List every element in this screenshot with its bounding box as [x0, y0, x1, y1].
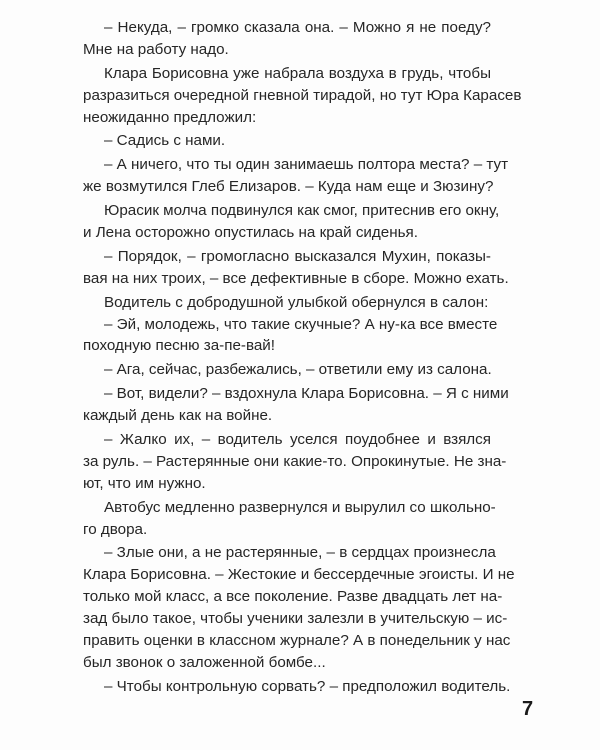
text-line: – Злые они, а не растерянные, – в сердцах произнесла: [104, 544, 496, 562]
text-line: – Вот, видели? – вздохнула Клара Борисовна. – Я с ними: [104, 385, 509, 403]
text-line: ют, что им нужно.: [83, 474, 206, 492]
text-line: править оценки в классном журнале? А в понедельник у нас: [83, 632, 511, 650]
text-line: – Чтобы контрольную сорвать? – предположил водитель.: [104, 677, 511, 695]
text-line: был звонок о заложенной бомбе...: [83, 653, 326, 671]
text-line: Клара Борисовна уже набрала воздуха в грудь, чтобы: [104, 64, 491, 82]
text-line: за руль. – Растерянные они какие-то. Опрокинутые. Не зна-: [83, 452, 507, 470]
text-line: неожиданно предложил:: [83, 108, 257, 126]
text-line: – Садись с нами.: [104, 132, 226, 150]
text-line: же возмутился Глеб Елизаров. – Куда нам еще и Зюзину?: [83, 178, 494, 196]
text-line: и Лена осторожно опустилась на край сиденья.: [83, 224, 418, 242]
text-line: разразиться очередной гневной тирадой, но тут Юра Карасев: [83, 86, 522, 104]
text-line: – Жалко их, – водитель уселся поудобнее и взялся: [104, 431, 491, 449]
text-line: Клара Борисовна. – Жестокие и бессердечные эгоисты. И не: [83, 566, 515, 584]
text-line: вая на них троих, – все дефективные в сборе. Можно ехать.: [83, 269, 509, 287]
text-line: – Ага, сейчас, разбежались, – ответили ему из салона.: [104, 361, 492, 379]
body-text: [83, 17, 522, 698]
text-line: только мой класс, а все поколение. Разве двадцать лет на-: [83, 588, 503, 606]
page-number: 7: [522, 698, 534, 720]
text-line: Мне на работу надо.: [83, 40, 229, 58]
text-line: – А ничего, что ты один занимаешь полтора места? – тут: [104, 156, 509, 174]
text-line: го двора.: [83, 520, 148, 538]
text-line: Юрасик молча подвинулся как смог, притеснив его окну,: [104, 202, 500, 220]
text-line: Водитель с добродушной улыбкой обернулся в салон:: [104, 293, 489, 311]
text-line: – Порядок, – громогласно высказался Мухин, показы-: [104, 247, 491, 265]
text-line: походную песню за-пе-вай!: [83, 337, 275, 355]
text-line: – Некуда, – громко сказала она. – Можно я не поеду?: [104, 19, 491, 36]
text-line: зад было такое, чтобы ученики залезли в учительскую – ис-: [83, 610, 508, 628]
text-line: каждый день как на войне.: [83, 407, 273, 425]
text-line: Автобус медленно развернулся и вырулил со школьно-: [104, 498, 496, 516]
text-line: – Эй, молодежь, что такие скучные? А ну-ка все вместе: [104, 315, 498, 333]
